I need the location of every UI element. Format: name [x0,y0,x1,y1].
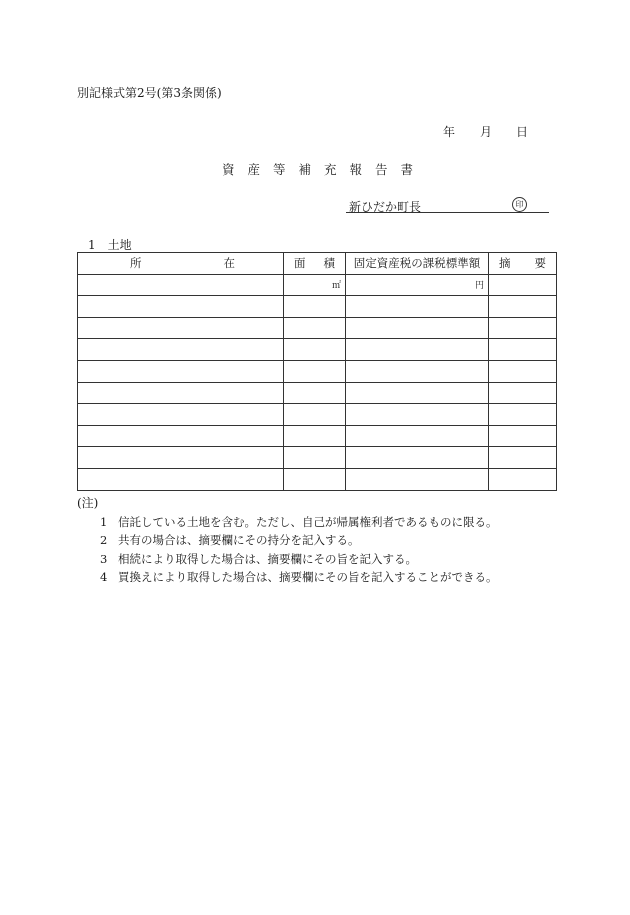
cell-location[interactable] [78,360,284,382]
cell-tax-value[interactable] [346,296,489,318]
section-number: 1 [88,238,96,252]
cell-location[interactable] [78,468,284,490]
table-row [78,382,557,404]
cell-area[interactable] [284,425,346,447]
cell-area[interactable] [284,296,346,318]
document-title: 資産等補充報告書 [222,162,427,177]
cell-remarks[interactable] [489,425,557,447]
cell-tax-value[interactable] [346,425,489,447]
signer-name: 新ひだか町長 [349,200,422,214]
seal-mark-icon: 印 [512,197,527,212]
cell-location[interactable] [78,382,284,404]
cell-location[interactable] [78,447,284,469]
table-row [78,447,557,469]
note-item [100,551,417,567]
cell-tax-value[interactable] [346,339,489,361]
cell-location[interactable] [78,317,284,339]
header-location-char-1: 所 [130,256,142,271]
cell-remarks[interactable] [489,274,557,296]
cell-area[interactable] [284,339,346,361]
note-text: 共有の場合は、摘要欄にその持分を記入する。 [118,533,360,547]
header-area-char-1: 面 [294,256,306,271]
header-remarks-char-1: 摘 [499,256,511,271]
cell-remarks[interactable] [489,382,557,404]
section-heading [88,236,132,253]
cell-remarks[interactable] [489,447,557,469]
area-unit-label: ㎡ [331,281,341,292]
note-number: 4 [100,570,108,584]
header-location [78,253,284,275]
header-area-char-2: 積 [323,256,335,271]
cell-remarks[interactable] [489,317,557,339]
date-year-label: 年 [443,125,456,139]
note-number: 3 [100,552,108,566]
cell-area[interactable] [284,447,346,469]
cell-location[interactable] [78,339,284,361]
form-label: 別記様式第2号(第3条関係) [77,86,222,100]
table-row [78,317,557,339]
cell-remarks[interactable] [489,296,557,318]
cell-tax-value[interactable] [346,447,489,469]
cell-location[interactable] [78,404,284,426]
table-row [78,274,557,296]
note-item [100,569,498,585]
header-remarks [489,253,557,275]
table-header-row [78,253,557,275]
date-month-label: 月 [480,125,493,139]
cell-area[interactable] [284,468,346,490]
note-number: 2 [100,533,108,547]
cell-location[interactable] [78,425,284,447]
cell-area[interactable] [284,382,346,404]
note-text: 買換えにより取得した場合は、摘要欄にその旨を記入することができる。 [118,570,498,584]
note-number: 1 [100,515,108,529]
section-title: 土地 [107,238,132,252]
cell-remarks[interactable] [489,468,557,490]
table-row [78,425,557,447]
cell-area[interactable] [284,317,346,339]
header-remarks-char-2: 要 [534,256,546,271]
table-row [78,296,557,318]
cell-remarks[interactable] [489,404,557,426]
table-row [78,339,557,361]
cell-location[interactable] [78,296,284,318]
cell-tax-value[interactable] [346,360,489,382]
land-table [77,252,557,491]
note-item [100,532,360,548]
note-text: 信託している土地を含む。ただし、自己が帰属権利者であるものに限る。 [118,515,498,529]
tax-unit-label: 円 [474,281,484,292]
cell-remarks[interactable] [489,339,557,361]
cell-tax-value[interactable] [346,382,489,404]
note-item [100,514,498,530]
cell-area[interactable] [284,404,346,426]
notes-heading: (注) [77,496,99,510]
table-row [78,468,557,490]
cell-area[interactable] [284,360,346,382]
cell-tax-value[interactable] [346,274,489,296]
cell-location[interactable] [78,274,284,296]
header-area [284,253,346,275]
header-tax-value: 固定資産税の課税標準額 [346,253,489,275]
cell-tax-value[interactable] [346,404,489,426]
note-text: 相続により取得した場合は、摘要欄にその旨を記入する。 [118,552,417,566]
cell-tax-value[interactable] [346,317,489,339]
table-row [78,404,557,426]
cell-tax-value[interactable] [346,468,489,490]
cell-area[interactable] [284,274,346,296]
date-day-label: 日 [516,125,529,139]
header-location-char-2: 在 [223,256,235,271]
cell-remarks[interactable] [489,360,557,382]
table-row [78,360,557,382]
